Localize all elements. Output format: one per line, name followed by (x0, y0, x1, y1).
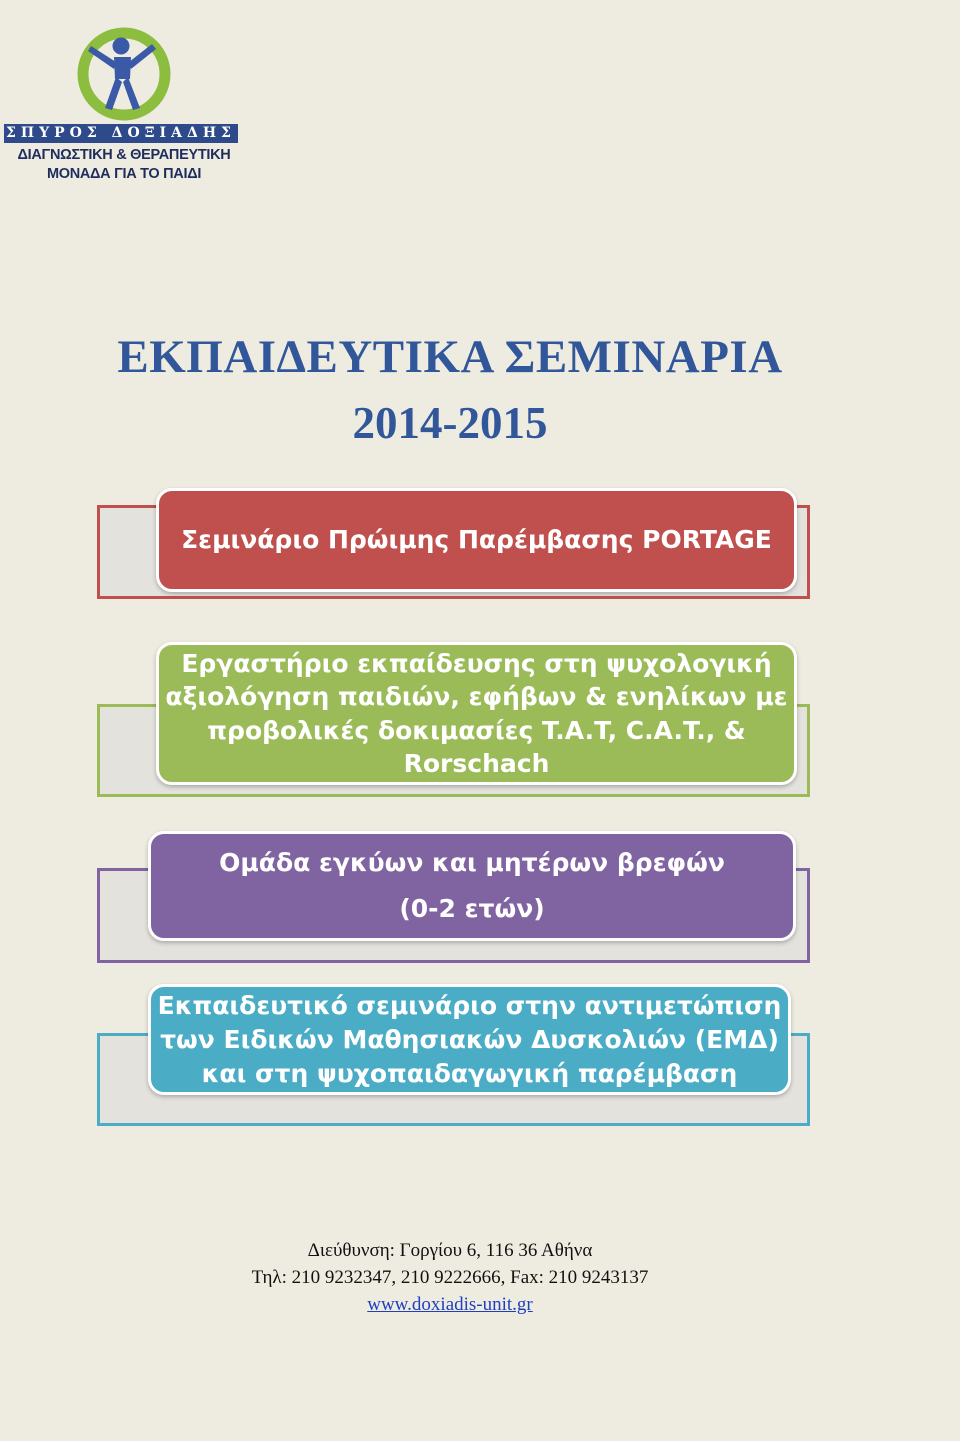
seminar-title-line: Σεμινάριο Πρώιμης Παρέμβασης PORTAGE (181, 525, 772, 554)
logo-name-band: ΣΠΥΡΟΣ ΔΟΞΙΑΔΗΣ (4, 124, 238, 143)
page-subtitle-years: 2014-2015 (352, 398, 548, 448)
website-link[interactable]: www.doxiadis-unit.gr (367, 1294, 533, 1315)
footer-address: Διεύθυνση: Γοργίου 6, 116 36 Αθήνα (307, 1240, 593, 1261)
page-title: ΕΚΠΑΙΔΕΥΤΙΚΑ ΣΕΜΙΝΑΡΙΑ (117, 331, 783, 383)
seminar-title-line: των Ειδικών Μαθησιακών Δυσκολιών (ΕΜΔ) (160, 1024, 779, 1054)
seminar-title-line: Εκπαιδευτικό σεμινάριο στην αντιμετώπιση (157, 990, 782, 1020)
seminar-title-line: Rorschach (403, 749, 550, 778)
seminar-title-line: Ομάδα εγκύων και μητέρων βρεφών (219, 848, 725, 877)
seminar-card (148, 984, 791, 1095)
seminar-title-line: και στη ψυχοπαιδαγωγική παρέμβαση (201, 1058, 738, 1088)
seminar-card (156, 642, 797, 785)
organization-logo (4, 24, 244, 184)
logo-subtitle-line1: ΔΙΑΓΝΩΣΤΙΚΗ & ΘΕΡΑΠΕΥΤΙΚΗ (17, 147, 231, 163)
seminar-title-line: προβολικές δοκιμασίες T.A.T, C.A.T., & (207, 715, 746, 745)
footer-phones: Τηλ: 210 9232347, 210 9222666, Fax: 210 9243137 (251, 1267, 649, 1288)
seminar-card (156, 488, 797, 592)
seminar-title-line: Εργαστήριο εκπαίδευσης στη ψυχολογική (181, 648, 772, 678)
seminar-title-line: (0-2 ετών) (399, 894, 545, 923)
logo-subtitle-line2: ΜΟΝΑΔΑ ΓΙΑ ΤΟ ΠΑΙΔΙ (46, 166, 202, 182)
seminar-title-line: αξιολόγηση παιδιών, εφήβων & ενηλίκων με (165, 682, 788, 711)
child-figure-logo-icon (74, 24, 174, 124)
seminar-card (148, 831, 796, 941)
